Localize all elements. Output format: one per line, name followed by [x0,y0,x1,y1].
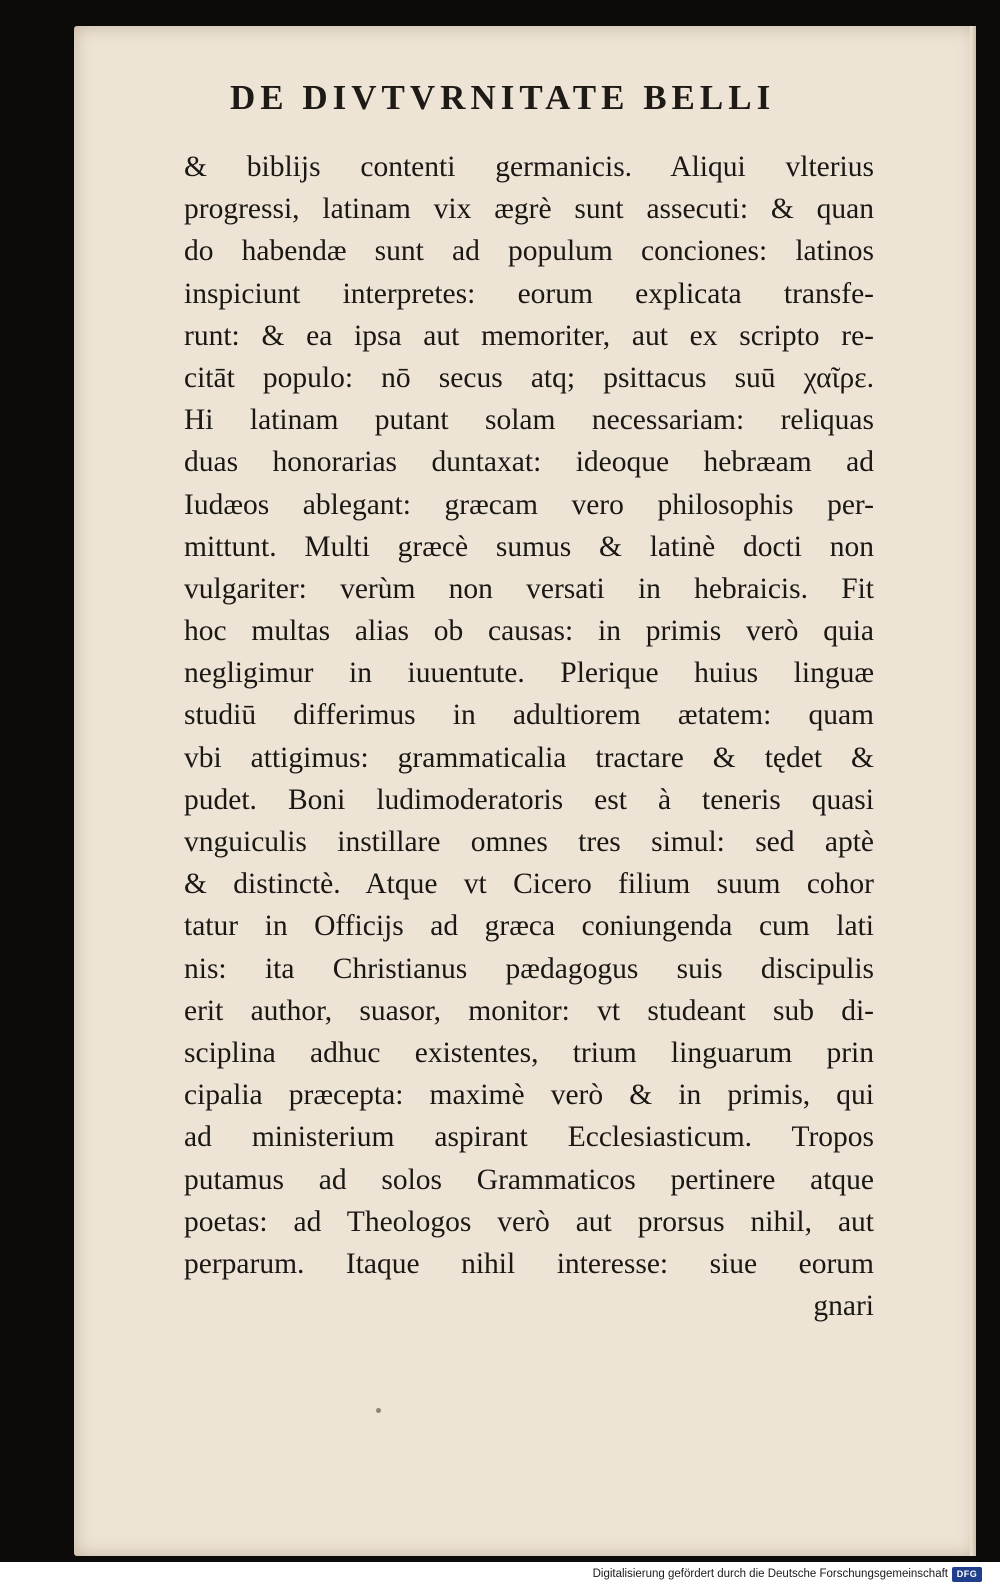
text-line: vbi attigimus: grammaticalia tractare & tędet & [184,741,874,774]
text-line: & distinctè. Atque vt Cicero filium suum cohor [184,868,874,901]
text-line: ad ministerium aspirant Ecclesiasticum. Tropos [184,1121,874,1154]
running-head: DE DIVTVRNITATE BELLI [230,78,776,117]
text-line: negligimur in iuuentute. Plerique huius linguæ [184,657,874,690]
text-line: nis: ita Christianus pædagogus suis discipulis [184,952,874,985]
text-line: mittunt. Multi græcè sumus & latinè docti non [184,530,874,563]
text-line: citāt populo: nō secus atq; psittacus suū χαῖρε. [184,361,874,394]
text-line: tatur in Officijs ad græca coniungenda cum lati [184,910,874,943]
text-line: cipalia præcepta: maximè verò & in primis, qui [184,1079,874,1112]
text-line: runt: & ea ipsa aut memoriter, aut ex scripto re- [184,319,874,352]
text-line: do habendæ sunt ad populum conciones: latinos [184,235,874,268]
page-edge-shadow [970,26,976,1556]
text-line: sciplina adhuc existentes, trium linguarum prin [184,1036,874,1069]
body-text [184,146,874,1327]
text-line: poetas: ad Theologos verò aut prorsus nihil, aut [184,1205,874,1238]
text-line: erit author, suasor, monitor: vt studeant sub di- [184,994,874,1027]
text-line: progressi, latinam vix ægrè sunt assecuti: & quan [184,193,874,226]
text-line: vnguiculis instillare omnes tres simul: sed aptè [184,826,874,858]
text-line: duas honorarias duntaxat: ideoque hebræam ad [184,446,874,479]
text-line: hoc multas alias ob causas: in primis verò quia [184,615,874,648]
footer-bar [0,1562,1000,1590]
text-line: Iudæos ablegant: græcam vero philosophis per- [184,488,874,521]
text-line: studiū differimus in adultiorem ætatem: quam [184,699,874,732]
text-line: vulgariter: verùm non versati in hebraicis. Fit [184,572,874,605]
text-line: Hi latinam putant solam necessariam: reliquas [184,404,874,437]
text-line: putamus ad solos Grammaticos pertinere atque [184,1163,874,1196]
catchword: gnari [813,1290,874,1323]
paper-speck [376,1408,381,1413]
dfg-logo: DFG [952,1567,982,1582]
text-line: inspiciunt interpretes: eorum explicata transfe- [184,277,874,310]
text-line: perparum. Itaque nihil interesse: siue eorum [184,1247,874,1280]
digitization-credit: Digitalisierung gefördert durch die Deutsche Forschungsgemeinschaft [592,1568,948,1580]
text-line: & biblijs contenti germanicis. Aliqui vlterius [184,151,874,183]
text-line: pudet. Boni ludimoderatoris est à teneris quasi [184,783,874,816]
